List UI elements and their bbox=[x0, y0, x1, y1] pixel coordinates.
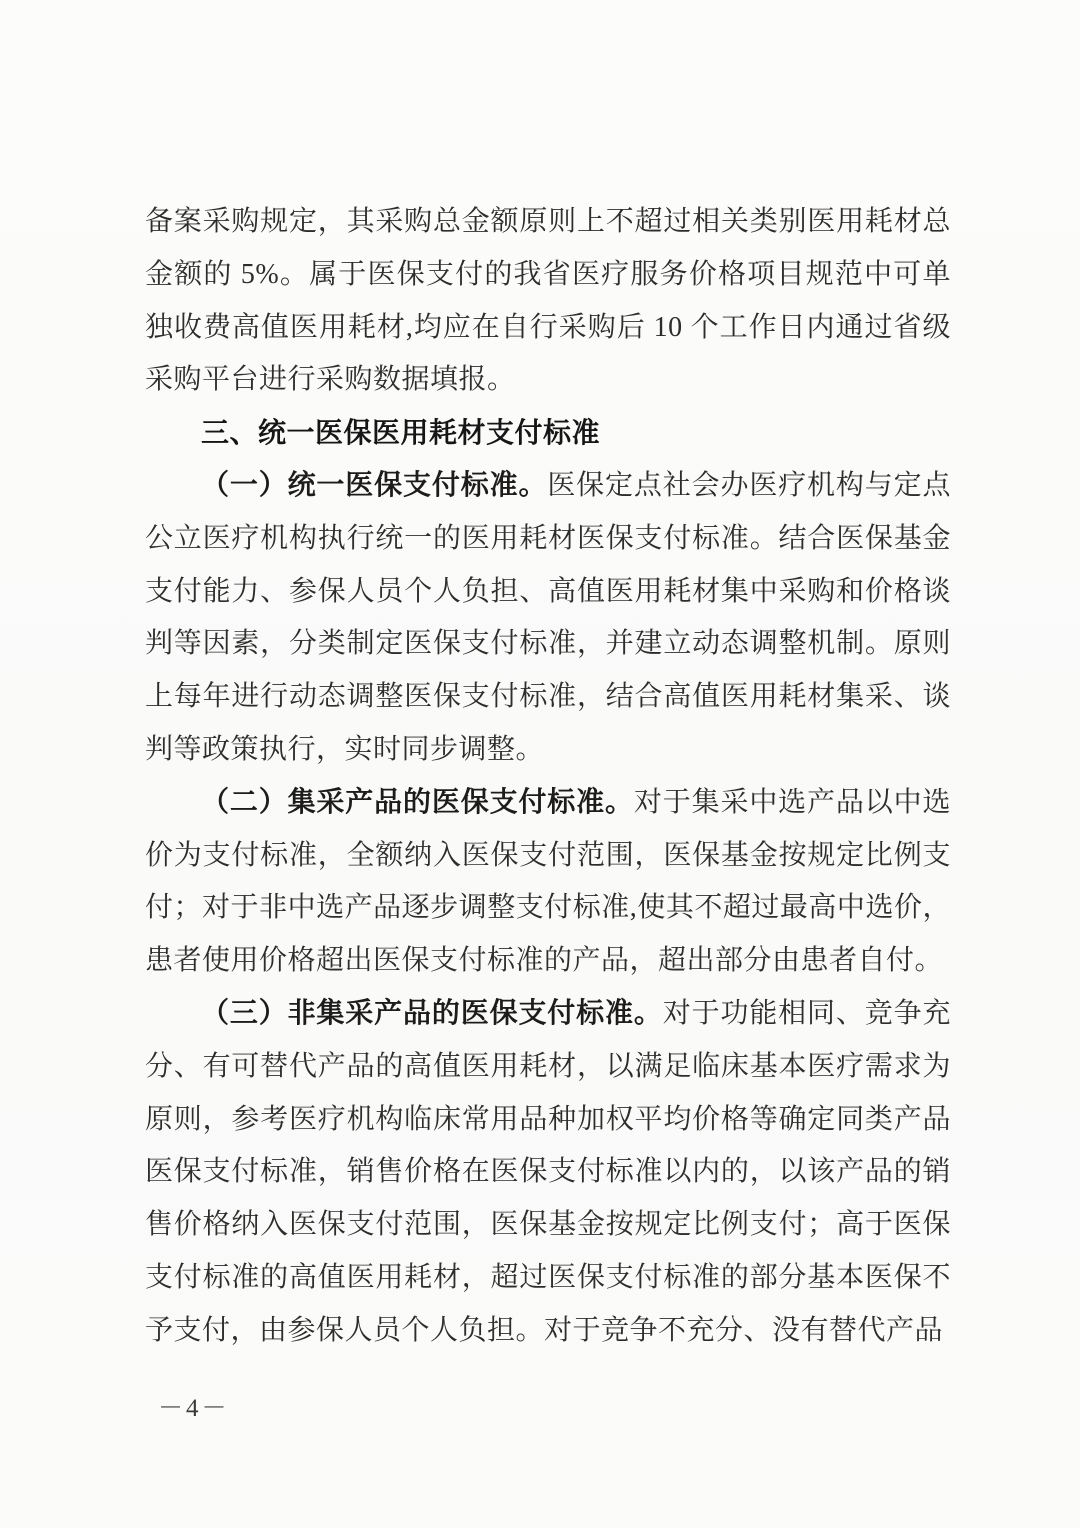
page-number: －4－ bbox=[158, 1395, 230, 1422]
section-heading-text: 三、统一医保医用耗材支付标准 bbox=[201, 417, 601, 449]
paragraph-item-3-text: 对于功能相同、竞争充分、有可替代产品的高值医用耗材，以满足临床基本医疗需求为原则，参考医疗机构临床常用品种加权平均价格等确定同类产品医保支付标准，销售价格在医保支付标准以内的，以该产品的销售价格纳入医保支付范围，医保基金按规定比例支付；高于医保支付标准的高值医用耗材，超过医保支付标准的部分基本医保不予支付，由参保人员个人负担。对于竞争不充分、没有替代产品 bbox=[145, 997, 951, 1346]
paragraph-continuation bbox=[145, 196, 951, 407]
paragraph-item-1 bbox=[145, 460, 951, 777]
paragraph-item-2-lead: （二）集采产品的医保支付标准。 bbox=[201, 786, 634, 818]
paragraph-item-2 bbox=[145, 777, 951, 988]
document-text-block bbox=[145, 196, 951, 1358]
paragraph-item-3 bbox=[145, 988, 951, 1358]
paragraph-continuation-text: 备案采购规定，其采购总金额原则上不超过相关类别医用耗材总金额的 5%。属于医保支付的我省医疗服务价格项目规范中可单独收费高值医用耗材,均应在自行采购后 10 个工作日内通过省级采购平台进行采购数据填报。 bbox=[145, 206, 951, 396]
paragraph-item-2-text: 对于集采中选产品以中选价为支付标准，全额纳入医保支付范围，医保基金按规定比例支付；对于非中选产品逐步调整支付标准,使其不超过最高中选价，患者使用价格超出医保支付标准的产品，超出部分由患者自付。 bbox=[145, 786, 951, 977]
paragraph-item-3-lead: （三）非集采产品的医保支付标准。 bbox=[201, 997, 663, 1029]
paragraph-item-1-text: 医保定点社会办医疗机构与定点公立医疗机构执行统一的医用耗材医保支付标准。结合医保基金支付能力、参保人员个人负担、高值医用耗材集中采购和价格谈判等因素，分类制定医保支付标准，并建立动态调整机制。原则上每年进行动态调整医保支付标准，结合高值医用耗材集采、谈判等政策执行，实时同步调整。 bbox=[145, 469, 951, 765]
paragraph-item-1-lead: （一）统一医保支付标准。 bbox=[201, 469, 548, 501]
section-heading bbox=[145, 407, 951, 460]
